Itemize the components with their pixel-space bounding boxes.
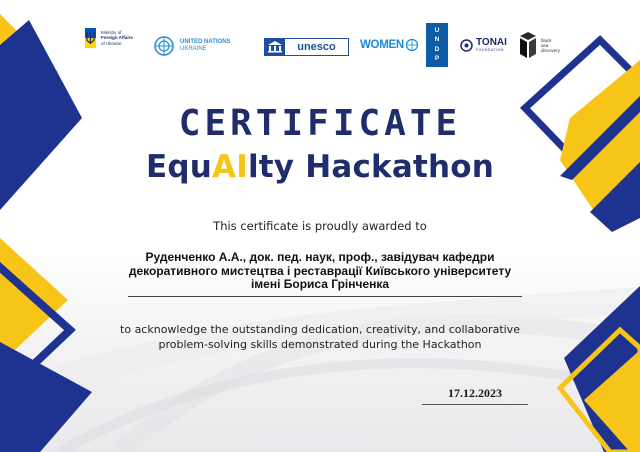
logo-united-nations-ukraine (152, 34, 231, 58)
black-line3: discovery (541, 47, 561, 53)
logo-tonai-foundation (460, 38, 507, 53)
mfa-line3: of Ukraine (101, 40, 122, 46)
undp-letter-n: N (434, 36, 440, 44)
deco-blue-bottom-left (0, 342, 92, 452)
date-underline (422, 404, 528, 405)
logo-unesco (264, 38, 349, 56)
tonai-name: TONAI (476, 37, 507, 48)
undp-letter-d: D (434, 45, 440, 53)
hackathon-name (0, 149, 640, 185)
un-line1: UNITED NATIONS (180, 39, 231, 45)
mfa-line1: Ministry of (101, 29, 122, 35)
cube-icon (518, 30, 538, 60)
hackathon-name-start: Equ (145, 149, 213, 185)
unwomen-text: WOMEN (360, 39, 404, 51)
logo-undp (426, 23, 448, 67)
mfa-line2: Foreign Affairs (101, 35, 133, 41)
recipient-underline (128, 296, 522, 297)
logo-un-women (360, 38, 419, 52)
hackathon-name-highlight: AI (212, 149, 248, 185)
black-line1: black (541, 37, 552, 43)
partner-logos (0, 0, 640, 70)
un-emblem-icon (405, 38, 419, 52)
certificate-title: CERTIFICATE (178, 103, 462, 144)
un-line2: UKRAINE (180, 46, 207, 52)
acknowledgement-text: to acknowledge the outstanding dedication, creativity, and collaborative problem-solving skills demonstrated during the Hackathon (120, 323, 520, 351)
temple-icon (265, 39, 285, 55)
tonai-tagline: FOUNDATION (476, 48, 504, 52)
recipient-name: Руденченко А.А., док. пед. наук, проф., завідувач кафедри декоративного мистецтва і реставрації Київського університету імені Бориса Грінченка (128, 250, 512, 291)
tonai-mark-icon (460, 39, 473, 52)
logo-ministry-foreign-affairs (85, 28, 133, 48)
black-line2: sea (541, 42, 549, 48)
unesco-text: unesco (297, 41, 336, 53)
logo-black-sea-discovery (518, 30, 560, 60)
awarded-text: This certificate is proudly awarded to (213, 219, 427, 233)
trident-emblem-icon (85, 28, 96, 48)
issue-date: 17.12.2023 (448, 386, 502, 400)
undp-letter-u: U (434, 26, 440, 34)
un-emblem-icon (152, 34, 176, 58)
hackathon-name-end: lty Hackathon (247, 149, 495, 185)
undp-letter-p: P (434, 55, 440, 63)
